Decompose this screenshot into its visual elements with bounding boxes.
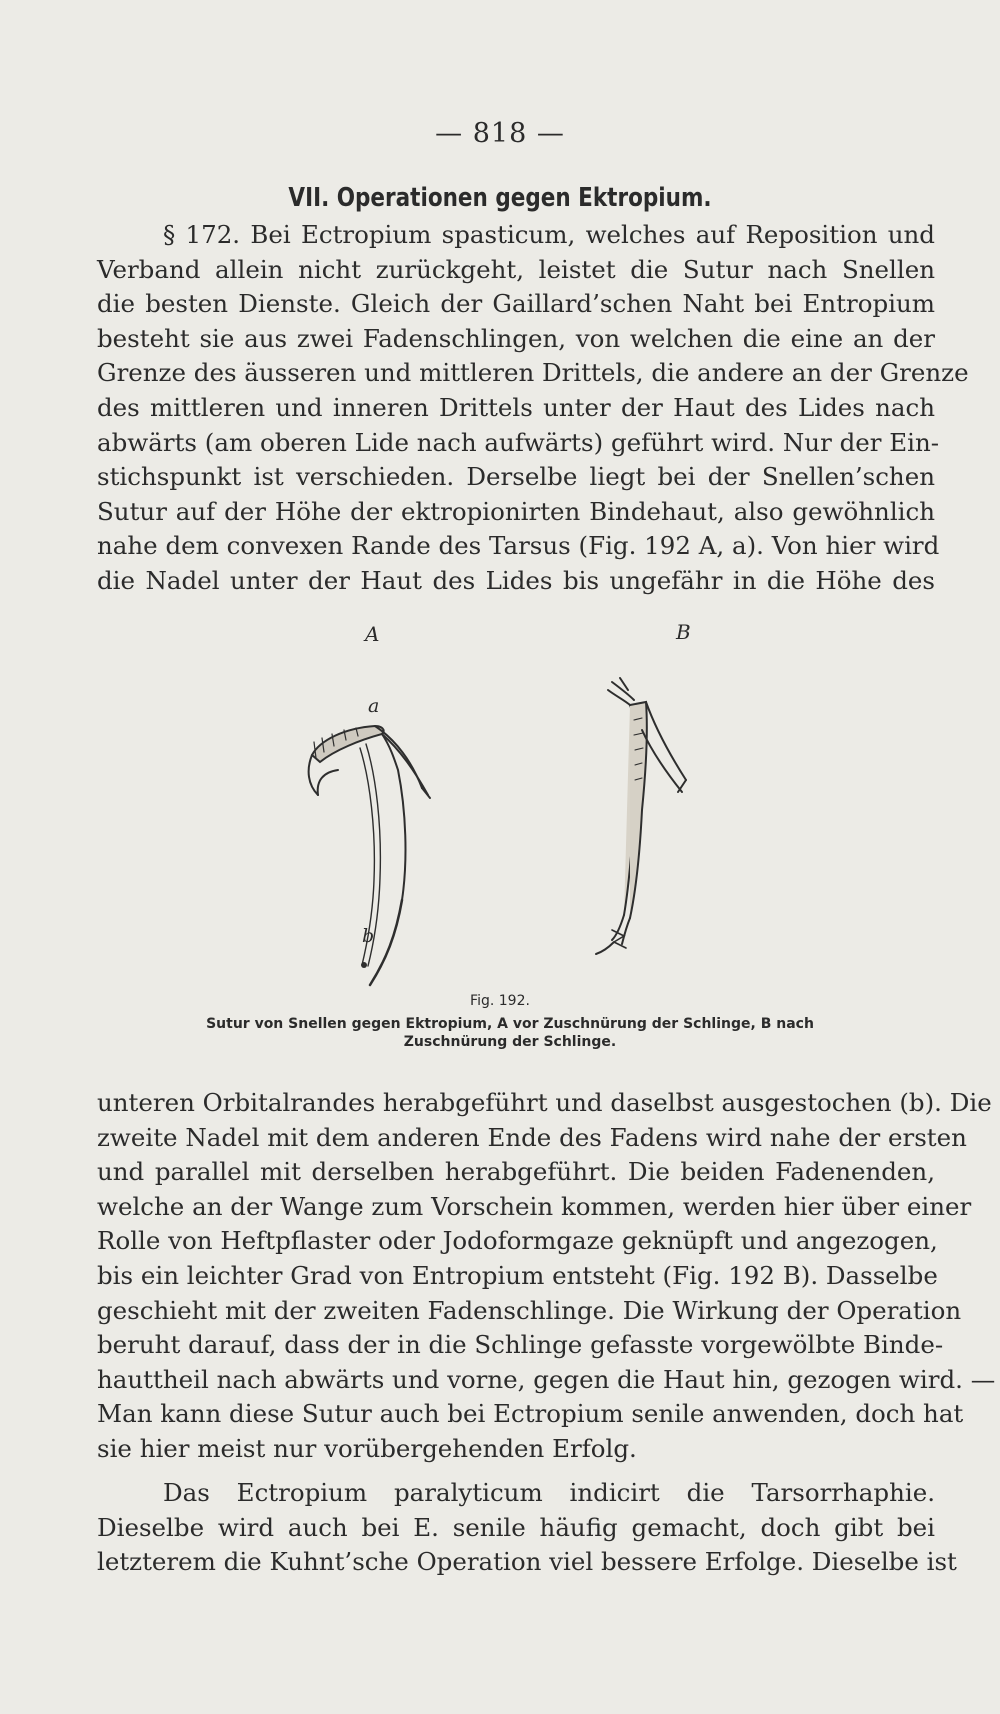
text-line: nahe dem convexen Rande des Tarsus (Fig. 192 A, a). Von hier wird [97,531,940,561]
caption-line: Sutur von Snellen gegen Ektropium, A vor Zuschnürung der Schlinge, B nach [206,1016,814,1032]
text-line: Grenze des äusseren und mittleren Drittels, die andere an der Grenze [97,358,969,388]
text-line: hauttheil nach abwärts und vorne, gegen die Haut hin, gezogen wird. — [97,1364,996,1394]
text-line: des mittleren und inneren Drittels unter der Haut des Lides nach [97,392,935,422]
text-line: Das Ectropium paralyticum indicirt die Tarsorrhaphie. [163,1478,935,1507]
paragraph-2 [97,1086,996,1467]
text-line: bis ein leichter Grad von Entropium entsteht (Fig. 192 B). Dasselbe [97,1260,938,1290]
caption-line: Zuschnürung der Schlinge. [403,1034,617,1050]
text-line: stichspunkt ist verschieden. Derselbe liegt bei der Snellen’schen [97,462,935,492]
text-line: Dieselbe wird auch bei E. senile häufig gemacht, doch gibt bei [97,1512,935,1542]
text-line: unteren Orbitalrandes herabgeführt und daselbst ausgestochen (b). Die [97,1088,992,1117]
figure-caption [160,1015,860,1051]
text-line: die besten Dienste. Gleich der Gaillard’schen Naht bei Entropium [97,289,935,319]
text-line: und parallel mit derselben herabgeführt. Die beiden Fadenenden, [97,1157,935,1187]
text-line: abwärts (am oberen Lide nach aufwärts) geführt wird. Nur der Ein- [97,427,940,457]
text-line: beruht darauf, dass der in die Schlinge gefasste vorgewölbte Binde- [97,1330,944,1360]
section-heading: VII. Operationen gegen Ektropium. [288,183,712,213]
paragraph-1 [97,218,969,599]
paragraph-3 [97,1476,957,1580]
text-line: § 172. Bei Ectropium spasticum, welches auf Reposition und [163,220,935,249]
mark-a: a [368,695,380,717]
text-line: Sutur auf der Höhe der ektropionirten Bindehaut, also gewöhnlich [97,496,935,526]
figure-label-a: A [365,622,380,646]
suture-illustration [290,660,730,995]
drawing-b [596,678,686,954]
text-line: Verband allein nicht zurückgeht, leistet die Sutur nach Snellen [97,254,935,284]
text-line: die Nadel unter der Haut des Lides bis ungefähr in die Höhe des [97,565,935,595]
figure-label-b: B [676,620,691,644]
text-line: letzterem die Kuhnt’sche Operation viel bessere Erfolge. Dieselbe ist [97,1547,957,1577]
text-line: geschieht mit der zweiten Fadenschlinge. Die Wirkung der Operation [97,1295,962,1325]
text-line: zweite Nadel mit dem anderen Ende des Fadens wird nahe der ersten [97,1122,967,1152]
page-number: — 818 — [435,118,565,149]
figure-title: Fig. 192. [470,993,530,1009]
text-line: Man kann diese Sutur auch bei Ectropium senile anwenden, doch hat [97,1399,964,1429]
mark-b: b [362,925,375,947]
text-line: welche an der Wange zum Vorschein kommen, werden hier über einer [97,1191,972,1221]
text-line: besteht sie aus zwei Fadenschlingen, von welchen die eine an der [97,323,935,353]
text-line: sie hier meist nur vorübergehenden Erfolg. [97,1433,637,1463]
text-line: Rolle von Heftpflaster oder Jodoformgaze geknüpft und angezogen, [97,1226,938,1256]
